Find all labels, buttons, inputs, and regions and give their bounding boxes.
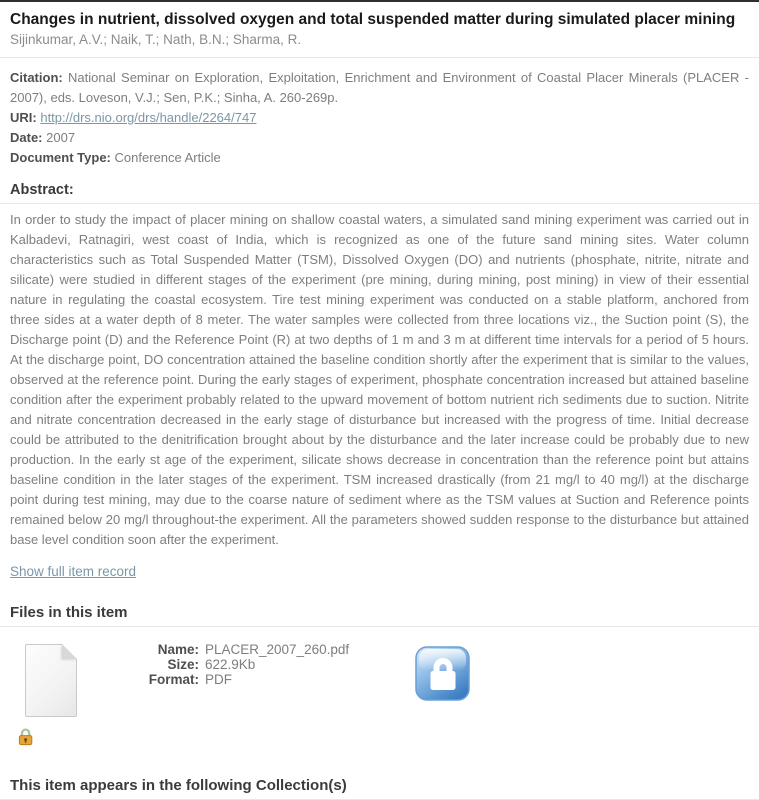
uri-link[interactable]: http://drs.nio.org/drs/handle/2264/747	[40, 110, 257, 125]
blue-lock-icon	[415, 646, 470, 701]
date-value: 2007	[46, 130, 76, 145]
file-name-value: PLACER_2007_260.pdf	[205, 642, 350, 657]
divider	[0, 626, 759, 627]
file-document-icon[interactable]	[25, 644, 77, 717]
citation-label: Citation:	[10, 70, 63, 85]
files-section-heading: Files in this item	[10, 604, 128, 621]
file-size-value: 622.9Kb	[205, 657, 256, 672]
uri-label: URI:	[10, 110, 37, 125]
divider	[0, 57, 759, 58]
file-icon-column	[25, 644, 85, 746]
doctype-label: Document Type:	[10, 150, 111, 165]
restricted-access-lock-button[interactable]	[415, 646, 470, 701]
divider	[0, 203, 759, 204]
collections-section-heading: This item appears in the following Collection(s)	[10, 777, 347, 794]
abstract-heading: Abstract:	[10, 182, 74, 198]
doctype-line	[10, 148, 749, 168]
file-details	[141, 642, 349, 687]
citation-value: National Seminar on Exploration, Exploitation, Enrichment and Environment of Coastal Placer Minerals (PLACER - 2007), eds. Loveson, V.J.; Sen, P.K.; Sinha, A. 260-269p.	[10, 70, 749, 105]
date-line	[10, 128, 749, 148]
show-full-item-record-link[interactable]: Show full item record	[10, 564, 137, 579]
top-border	[0, 0, 759, 2]
citation-line	[10, 68, 749, 108]
abstract-text: In order to study the impact of placer mining on shallow coastal waters, a simulated sand mining experiment was carried out in Kalbadevi, Ratnagiri, west coast of India, which is recognized as one of the future sand mining sites. Water column characteristics such as Total Suspended Matter (TSM), Dissolved Oxygen (DO) and nutrients (phosphate, nitrite, nitrate and silicate) were studied in different stages of the experiment (pre mining, during mining, post mining) in view of their essential nature in regulating the coastal ecosystem. Tire test mining experiment was conducted on a stable platform, anchored from three sides at a water depth of 8 meter. The water samples were collected from three locations viz., the Suction point (S), the Discharge point (D) and the Reference Point (R) at two depths of 1 m and 3 m at different time intervals for a period of 5 hours. At the discharge point, DO concentration attained the baseline condition shortly after the experiment that is similar to the values, observed at the reference point. During the early stages of experiment, phosphate concentration increased but attained baseline condition after the experiment probably related to the upward movement of bottom nutrient rich sediments due to suction. Nitrite and nitrate concentration decreased in the early stage of disturbance but increased with the progress of time. Initial decrease could be attributed to the denitrification brought about by the disturbance and the later increase could be probably due to new production. In the early st age of the experiment, silicate shows decrease in concentration than the reference point but attains baseline condition in the later stages of the experiment. TSM increased drastically (from 21 mg/l to 40 mg/l) at the discharge point during test mining, may due to the coarse nature of sediment where as the TSM values at Suction and Reference points remained below 20 mg/l throughout-the experiment. All the parameters showed sudden response to the disturbance but attained base level condition soon after the experiment.	[10, 212, 749, 547]
lock-icon	[18, 727, 33, 746]
date-label: Date:	[10, 130, 43, 145]
item-metadata	[10, 68, 749, 168]
item-authors: Sijinkumar, A.V.; Naik, T.; Nath, B.N.; Sharma, R.	[10, 32, 302, 47]
file-format-label: Format:	[148, 672, 199, 687]
file-size-label: Size:	[167, 657, 199, 672]
file-format-value: PDF	[205, 672, 232, 687]
file-row	[10, 644, 749, 746]
item-page	[0, 9, 759, 800]
page-title: Changes in nutrient, dissolved oxygen and total suspended matter during simulated placer mining	[10, 11, 736, 28]
file-name-label: Name:	[157, 642, 199, 657]
doctype-value: Conference Article	[114, 150, 221, 165]
uri-line	[10, 108, 749, 128]
